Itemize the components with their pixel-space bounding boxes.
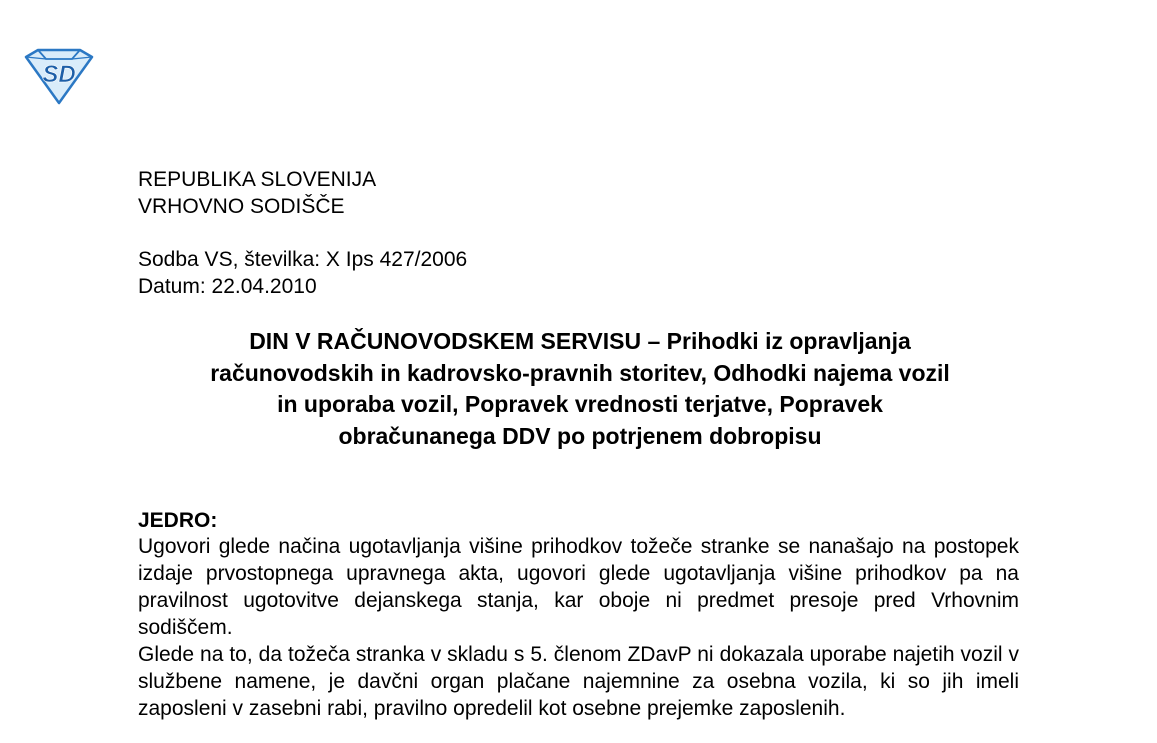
logo-letters: SD bbox=[42, 61, 76, 88]
summary-paragraph: Glede na to, da tožeča stranka v skladu s 5. členom ZDavP ni dokazala uporabe najetih vozil v službene namene, je davčni organ plačane najemnine za osebna vozila, ki so jih imeli zaposleni v zasebni rabi, pravilno opredelil kot osebne prejemke zaposlenih. bbox=[138, 643, 1019, 720]
court-header bbox=[138, 166, 376, 220]
header-court: VRHOVNO SODIŠČE bbox=[138, 195, 345, 218]
court-shield-logo-icon bbox=[22, 47, 96, 105]
summary-paragraph: Ugovori glede načina ugotavljanja višine prihodkov tožeče stranke se nanašajo na postopek izdaje prvostopnega upravnega akta, ugovori glede ugotavljanja višine prihodkov pa na pravilnost ugotovitve dejanskega stanja, kar oboje ni predmet presoje pred Vrhovnim sodiščem. bbox=[138, 535, 1019, 639]
title-line: in uporaba vozil, Popravek vrednosti terjatve, Popravek bbox=[277, 391, 883, 417]
case-meta bbox=[138, 246, 467, 300]
title-line: DIN V RAČUNOVODSKEM SERVISU – Prihodki iz opravljanja bbox=[249, 328, 911, 354]
title-line: obračunanega DDV po potrjenem dobropisu bbox=[338, 422, 822, 449]
document-title bbox=[120, 326, 1040, 452]
case-date: Datum: 22.04.2010 bbox=[138, 275, 317, 298]
summary-body bbox=[138, 533, 1019, 722]
title-line: računovodskih in kadrovsko-pravnih storitev, Odhodki najema vozil bbox=[210, 359, 950, 386]
header-country: REPUBLIKA SLOVENIJA bbox=[138, 168, 377, 191]
case-number: Sodba VS, številka: X Ips 427/2006 bbox=[138, 248, 468, 271]
summary-label: JEDRO: bbox=[138, 509, 218, 532]
